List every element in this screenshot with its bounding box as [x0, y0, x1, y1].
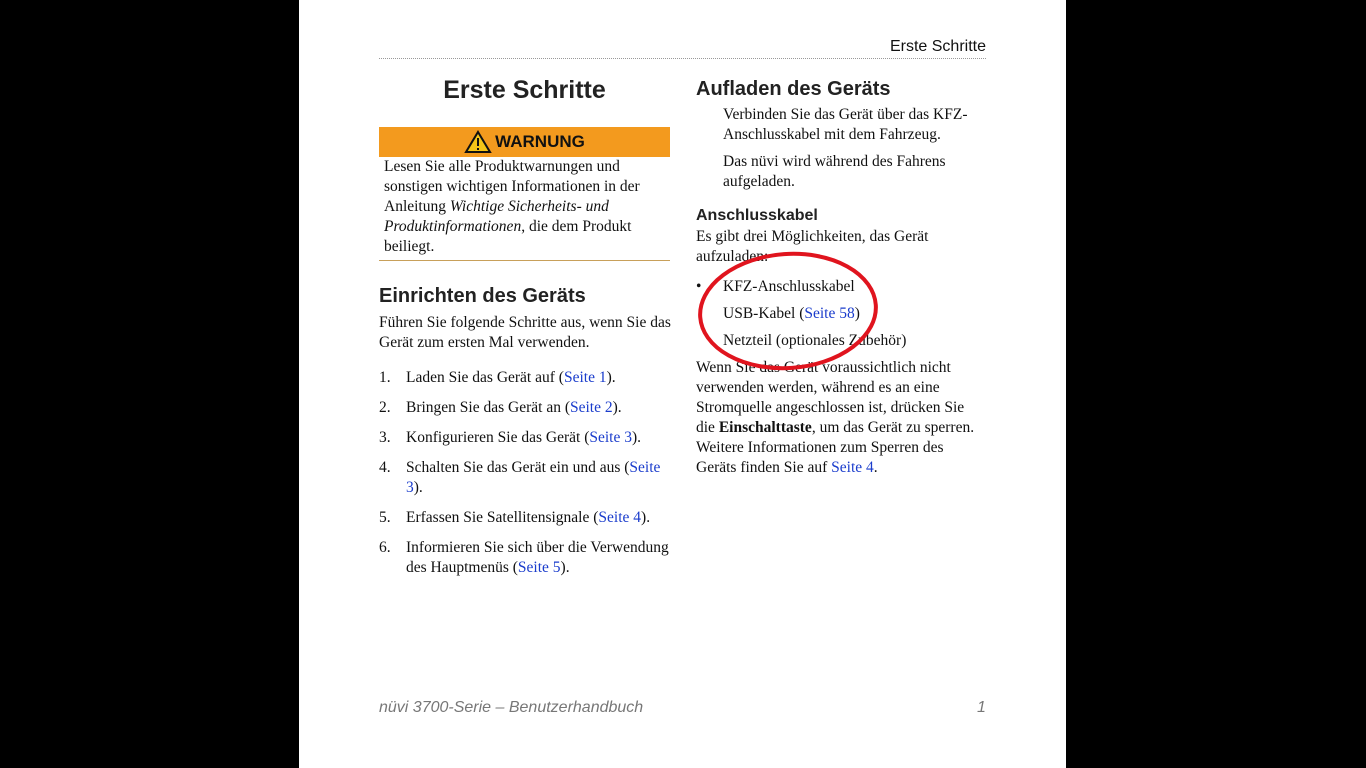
list-item: USB-Kabel (Seite 58) [723, 305, 860, 322]
page-link[interactable]: Seite 3 [406, 459, 661, 496]
page-link[interactable]: Seite 1 [563, 369, 607, 386]
cables-heading: Anschlusskabel [696, 207, 818, 224]
setup-intro: Führen Sie folgende Schritte aus, wenn Sie das Gerät zum ersten Mal verwenden. [379, 314, 671, 351]
list-item: 5. Erfassen Sie Satellitensignale (Seite 4). [379, 509, 651, 526]
warning-banner [379, 127, 670, 157]
page-link[interactable]: Seite 4 [598, 509, 642, 526]
list-item: • KFZ-Anschlusskabel [696, 278, 855, 295]
list-item: Netzteil (optionales Zubehör) [723, 332, 907, 349]
setup-steps-list [379, 368, 679, 588]
setup-heading: Einrichten des Geräts [379, 285, 586, 307]
list-item: 4. Schalten Sie das Gerät ein und aus (Seite 3). [379, 459, 661, 496]
page-number: 1 [977, 699, 986, 716]
list-item: 2. Bringen Sie das Gerät an (Seite 2). [379, 399, 622, 416]
running-header: Erste Schritte [889, 38, 986, 55]
lock-paragraph: Wenn Sie das Gerät voraussichtlich nicht verwenden werden, während es an eine Stromquelle angeschlossen ist, drücken Sie die Einschalttaste, um das Gerät zu sperren. Weitere Informationen zum Sperren des Geräts finden Sie auf Seite 4. [696, 359, 975, 476]
page-link[interactable]: Seite 4 [831, 459, 874, 476]
charging-paragraph-1: Verbinden Sie das Gerät über das KFZ-Anschlusskabel mit dem Fahrzeug. [723, 106, 968, 143]
warning-text: Lesen Sie alle Produktwarnungen und sonstigen wichtigen Informationen in der Anleitung Wichtige Sicherheits- und Produktinformationen, die dem Produkt beiliegt. [384, 158, 640, 255]
warning-triangle-icon [464, 130, 492, 154]
page-link[interactable]: Seite 5 [517, 559, 561, 576]
warning-label [379, 127, 670, 157]
list-item: 1. Laden Sie das Gerät auf (Seite 1). [379, 369, 616, 386]
list-item: 3. Konfigurieren Sie das Gerät (Seite 3). [379, 429, 642, 446]
page-link[interactable]: Seite 58 [804, 305, 855, 322]
page-link[interactable]: Seite 2 [570, 399, 613, 416]
warning-divider [379, 260, 670, 261]
footer-manual-title: nüvi 3700-Serie – Benutzerhandbuch [379, 699, 644, 716]
page-link[interactable]: Seite 3 [589, 429, 632, 446]
list-item: 6. Informieren Sie sich über die Verwendung des Hauptmenüs (Seite 5). [379, 539, 669, 576]
page-title: Erste Schritte [443, 76, 606, 104]
cables-intro: Es gibt drei Möglichkeiten, das Gerät aufzuladen: [696, 228, 929, 265]
document-page [299, 0, 1066, 768]
header-divider [379, 58, 986, 59]
charging-paragraph-2: Das nüvi wird während des Fahrens aufgeladen. [723, 153, 946, 190]
warning-title: WARNUNG [495, 132, 585, 151]
cables-list [696, 277, 986, 358]
charging-heading: Aufladen des Geräts [696, 78, 891, 100]
